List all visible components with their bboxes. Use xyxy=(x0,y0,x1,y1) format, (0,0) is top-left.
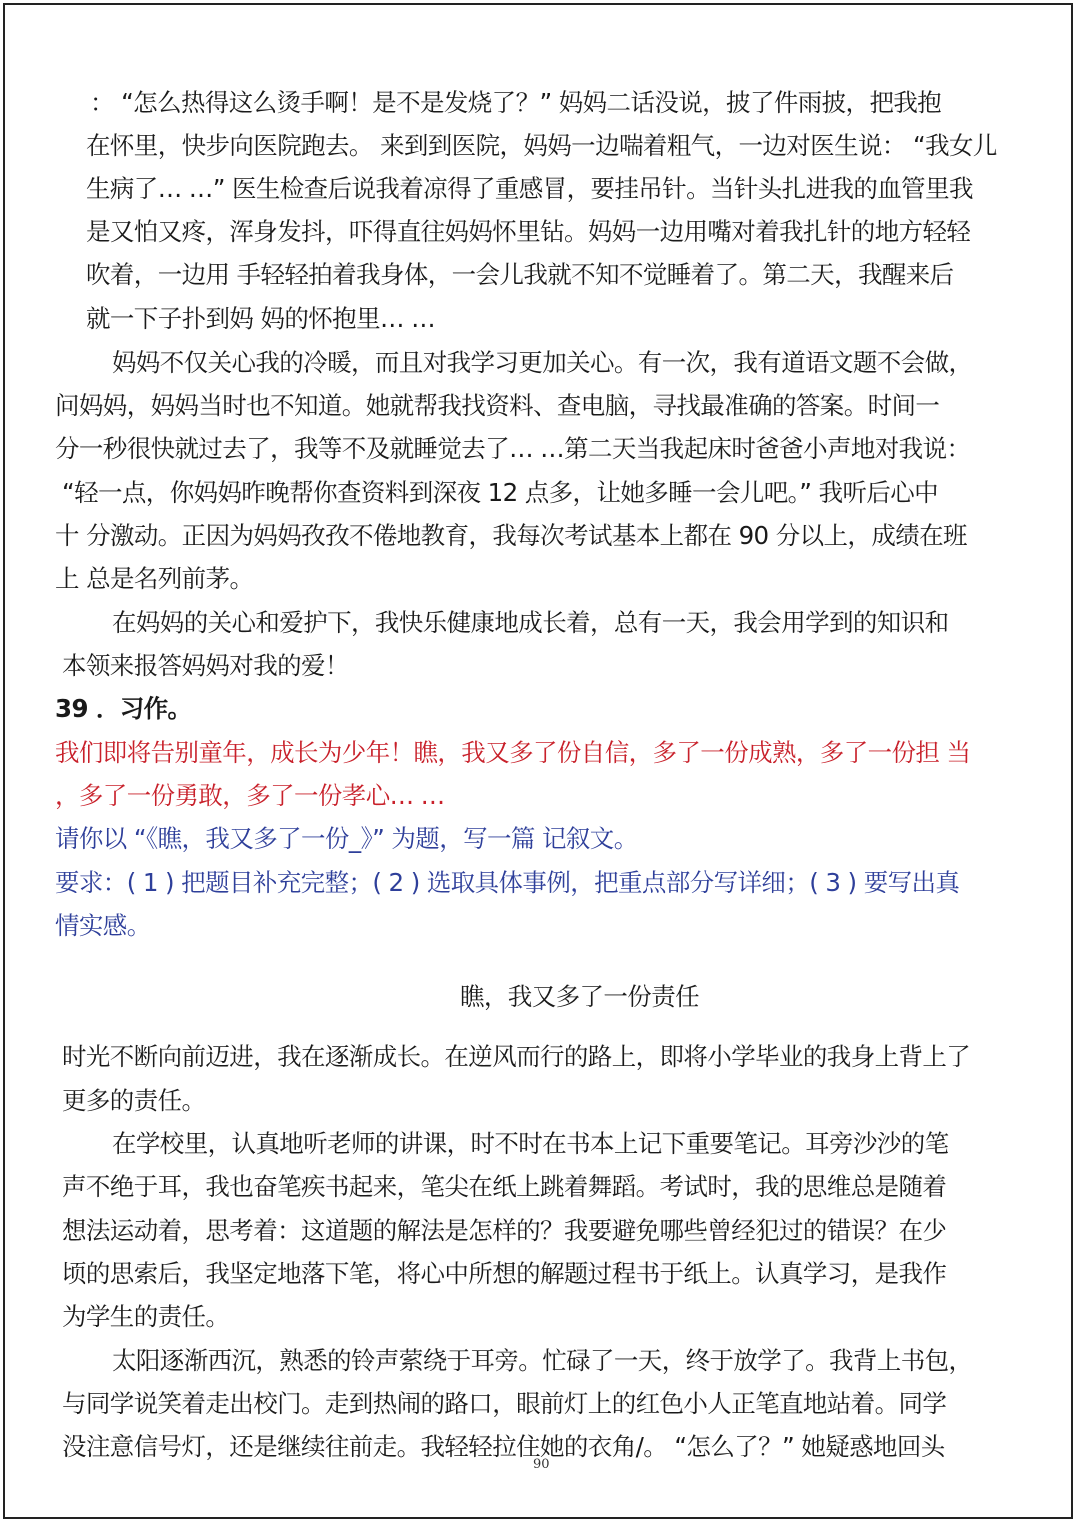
story-line: 就一下子扑到妈 妈的怀抱里… … xyxy=(86,304,435,333)
question-requirement: 要求：( 1 ) 把题目补充完整；( 2 ) 选取具体事例，把重点部分写详细；( 3 ) 要写出真 xyxy=(55,868,960,897)
essay-line: 想法运动着，思考着：这道题的解法是怎样的？我要避免哪些曾经犯过的错误？在少 xyxy=(62,1216,947,1245)
question-prompt-line: 我们即将告别童年，成长为少年！瞧，我又多了份自信，多了一份成熟，多了一份担 当 xyxy=(55,738,971,767)
essay-line: 更多的责任。 xyxy=(62,1086,206,1115)
story-line: 生病了… …” 医生检查后说我着凉得了重感冒，要挂吊针。当针头扎进我的血管里我 xyxy=(86,174,973,203)
essay-line: 与同学说笑着走出校门。走到热闹的路口，眼前灯上的红色小人正笔直地站着。同学 xyxy=(62,1389,947,1418)
question-prompt-line: ，多了一份勇敢，多了一份孝心… … xyxy=(55,781,445,810)
question-requirement: 情实感。 xyxy=(55,911,151,940)
essay-line: 顷的思索后，我坚定地落下笔，将心中所想的解题过程书于纸上。认真学习，是我作 xyxy=(62,1259,947,1288)
story-line: 分一秒很快就过去了，我等不及就睡觉去了… …第二天当我起床时爸爸小声地对我说： xyxy=(55,434,971,463)
story-line: 上 总是名列前茅。 xyxy=(55,564,254,593)
story-line: 在妈妈的关心和爱护下，我快乐健康地成长着，总有一天，我会用学到的知识和 xyxy=(112,608,949,637)
essay-line: 没注意信号灯，还是继续往前走。我轻轻拉住她的衣角/。 “怎么了？” 她疑惑地回头 xyxy=(62,1432,945,1461)
essay-line: 为学生的责任。 xyxy=(62,1302,230,1331)
essay-title: 瞧，我又多了一份责任 xyxy=(460,982,699,1011)
story-line: 在怀里，快步向医院跑去。 来到到医院，妈妈一边喘着粗气，一边对医生说： “我女儿 xyxy=(86,131,997,160)
story-line: 是又怕又疼，浑身发抖，吓得直往妈妈怀里钻。妈妈一边用嘴对着我扎针的地方轻轻 xyxy=(86,217,971,246)
essay-line: 太阳逐渐西沉，熟悉的铃声萦绕于耳旁。忙碌了一天，终于放学了。我背上书包， xyxy=(112,1346,973,1375)
story-line: ： “怎么热得这么烫手啊！是不是发烧了？” 妈妈二话没说，披了件雨披，把我抱 xyxy=(90,88,942,117)
page-number: 90 xyxy=(533,1457,550,1472)
essay-line: 在学校里，认真地听老师的讲课，时不时在书本上记下重要笔记。耳旁沙沙的笔 xyxy=(112,1129,949,1158)
essay-line: 时光不断向前迈进，我在逐渐成长。在逆风而行的路上，即将小学毕业的我身上背上了 xyxy=(62,1042,971,1071)
story-line: 本领来报答妈妈对我的爱！ xyxy=(62,651,349,680)
story-line: 吹着，一边用 手轻轻拍着我身体，一会儿我就不知不觉睡着了。第二天，我醒来后 xyxy=(86,260,954,289)
story-line: 问妈妈，妈妈当时也不知道。她就帮我找资料、查电脑，寻找最准确的答案。时间一 xyxy=(55,391,940,420)
story-line: “轻一点，你妈妈昨晚帮你查资料到深夜 12 点多，让她多睡一会儿吧。” 我听后心中 xyxy=(62,478,939,507)
question-instruction: 请你以 “《瞧，我又多了一份_》” 为题，写一篇 记叙文。 xyxy=(55,824,638,853)
essay-line: 声不绝于耳，我也奋笔疾书起来，笔尖在纸上跳着舞蹈。考试时，我的思维总是随着 xyxy=(62,1172,947,1201)
story-line: 十 分激动。正因为妈妈孜孜不倦地教育，我每次考试基本上都在 90 分以上，成绩在班 xyxy=(55,521,967,550)
question-number: 39 ．习作。 xyxy=(55,694,192,723)
story-line: 妈妈不仅关心我的冷暖，而且对我学习更加关心。有一次，我有道语文题不会做， xyxy=(112,348,973,377)
